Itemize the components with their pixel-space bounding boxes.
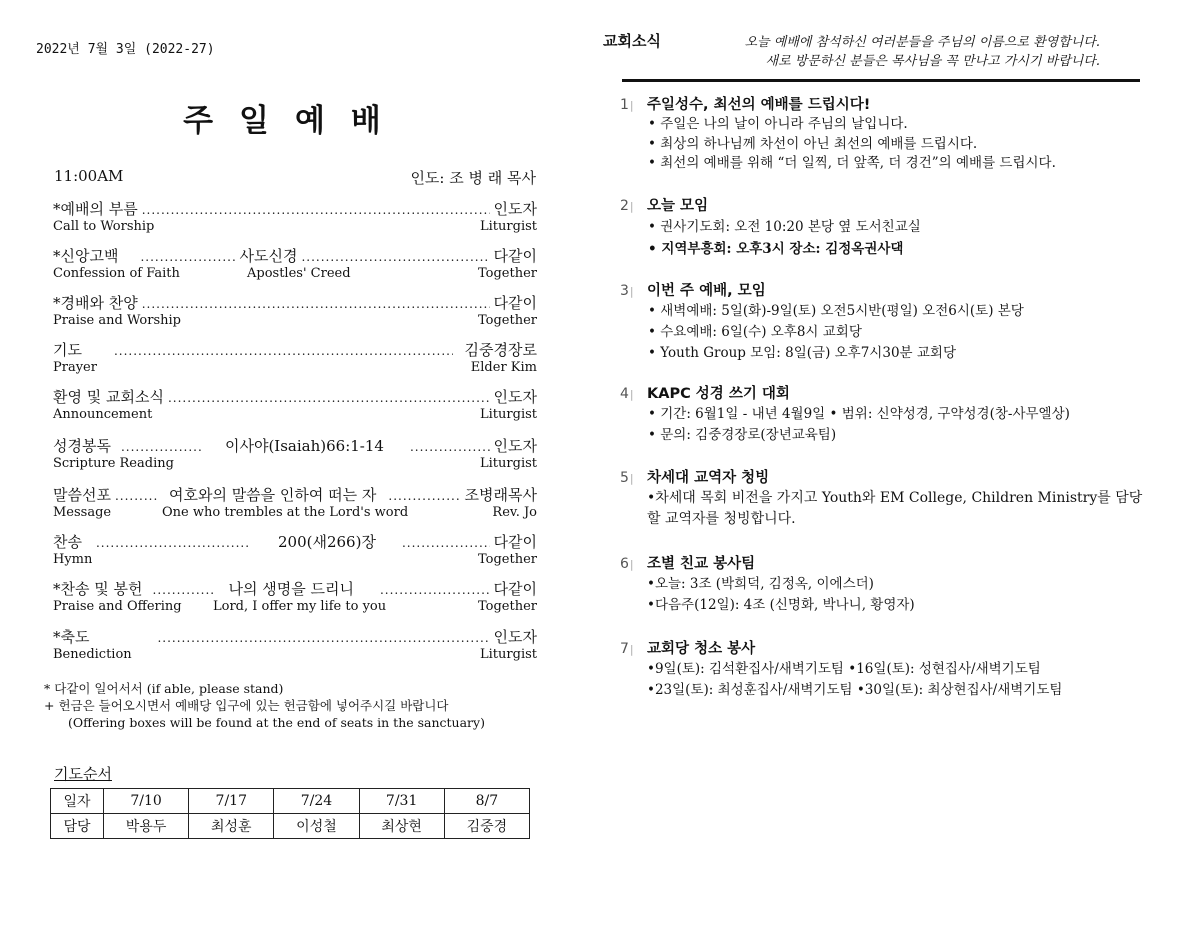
note-line: + 헌금은 들어오시면서 예배당 입구에 있는 헌금함에 넣어주시길 바랍니다 xyxy=(44,698,449,713)
section-title: 차세대 교역자 청빙 xyxy=(647,470,770,486)
item-role: 인도자 xyxy=(493,628,537,646)
item-title-en: Message xyxy=(53,505,112,520)
item-role: 다같이 xyxy=(493,533,537,551)
table-cell: 8/7 xyxy=(444,789,529,814)
service-leader: 인도: 조 병 래 목사 xyxy=(410,169,536,187)
item-detail: 200(새266)장 xyxy=(277,533,376,551)
item-role-en: Together xyxy=(477,552,537,567)
news-section xyxy=(620,196,1145,260)
item-title-ko: *축도 xyxy=(53,628,90,646)
table-cell: 일자 xyxy=(51,789,104,814)
item-title-en: Prayer xyxy=(53,360,97,375)
item-role: 다같이 xyxy=(493,247,537,265)
news-section xyxy=(620,95,1145,174)
section-title: 조별 친교 봉사팀 xyxy=(647,556,756,572)
order-item xyxy=(53,628,537,662)
item-title-en: Praise and Offering xyxy=(53,599,182,614)
section-title: 교회당 청소 봉사 xyxy=(647,641,756,657)
item-role-en: Rev. Jo xyxy=(492,505,537,520)
item-detail-en: Apostles' Creed xyxy=(247,266,351,281)
welcome-line: 새로 방문하신 분들은 목사님을 꼭 만나고 가시기 바랍니다. xyxy=(765,54,1100,69)
item-title-ko: 환영 및 교회소식 xyxy=(53,388,164,406)
list-item: • 권사기도회: 오전 10:20 본당 옆 도서친교실 xyxy=(648,219,921,235)
note-line: (Offering boxes will be found at the end of seats in the sanctuary) xyxy=(68,715,485,730)
item-role: 다같이 xyxy=(493,294,537,312)
list-item: • Youth Group 모임: 8일(금) 오후7시30분 교회당 xyxy=(648,345,956,361)
item-title-ko: 성경봉독 xyxy=(53,437,111,455)
section-number: 7 | xyxy=(620,641,634,657)
note-line: * 다같이 일어서서 (if able, please stand) xyxy=(44,681,284,696)
item-title-ko: 말씀선포 xyxy=(53,486,111,504)
bulletin-date: 2022년 7월 3일 (2022-27) xyxy=(36,42,215,57)
order-item xyxy=(53,388,537,422)
section-paragraph: •차세대 목회 비전을 가지고 Youth와 EM College, Children Ministry를 담당할 교역자를 청빙합니다. xyxy=(647,490,1143,527)
list-item: • 최선의 예배를 위해 “더 일찍, 더 앞쪽, 더 경건”의 예배를 드립시다. xyxy=(648,155,1056,171)
item-role-en: Together xyxy=(477,266,537,281)
section-title: KAPC 성경 쓰기 대회 xyxy=(647,386,790,402)
news-section xyxy=(620,281,1145,364)
table-cell: 김중경 xyxy=(444,814,529,839)
table-row xyxy=(51,789,530,814)
divider xyxy=(622,79,1140,82)
section-number: 2 | xyxy=(620,198,634,214)
list-item: • 최상의 하나님께 차선이 아닌 최선의 예배를 드립시다. xyxy=(648,135,978,152)
list-item: • 새벽예배: 5일(화)-9일(토) 오전5시반(평일) 오전6시(토) 본당 xyxy=(648,303,1024,319)
item-role: 조병래목사 xyxy=(464,486,537,504)
order-item xyxy=(53,247,537,281)
news-heading: 교회소식 xyxy=(603,32,661,50)
item-role-en: Together xyxy=(477,599,537,614)
list-item: •9일(토): 김석환집사/새벽기도팀 •16일(토): 성현집사/새벽기도팀 xyxy=(647,661,1041,677)
item-role: 인도자 xyxy=(493,437,537,455)
item-title-ko: 찬송 xyxy=(53,533,82,551)
table-cell: 7/24 xyxy=(274,789,359,814)
section-number: 1 | xyxy=(620,97,634,113)
section-title: 이번 주 예배, 모임 xyxy=(647,283,766,299)
item-title-en: Hymn xyxy=(53,552,93,567)
list-item: • 수요예배: 6일(수) 오후8시 교회당 xyxy=(648,324,862,340)
item-title-en: Announcement xyxy=(53,407,153,422)
news-section xyxy=(620,468,1145,530)
list-item: • 지역부흥회: 오후3시 장소: 김정옥권사댁 xyxy=(648,241,904,257)
order-item xyxy=(53,486,537,520)
item-role-en: Liturgist xyxy=(480,456,537,471)
order-item xyxy=(53,200,537,234)
item-title-ko: *경배와 찬양 xyxy=(53,294,138,312)
item-detail: 나의 생명을 드리니 xyxy=(228,580,354,598)
item-role: 인도자 xyxy=(493,388,537,406)
item-title-en: Call to Worship xyxy=(53,219,155,234)
table-cell: 7/31 xyxy=(359,789,444,814)
table-cell: 7/17 xyxy=(189,789,274,814)
page-title: 주일예배 xyxy=(183,103,407,139)
section-number: 5 | xyxy=(620,470,634,486)
list-item: • 주일은 나의 날이 아니라 주님의 날입니다. xyxy=(648,116,908,132)
order-item xyxy=(53,533,537,567)
welcome-message xyxy=(695,33,1100,71)
news-section xyxy=(620,639,1145,701)
service-time-row xyxy=(54,167,536,188)
list-item: •오늘: 3조 (박희덕, 김정옥, 이에스더) xyxy=(647,576,874,592)
list-item: • 기간: 6월1일 - 내년 4월9일 • 범위: 신약성경, 구약성경(창-사무엘상) xyxy=(648,406,1070,422)
item-role-en: Together xyxy=(477,313,537,328)
list-item: •다음주(12일): 4조 (신명화, 박나니, 황영자) xyxy=(647,597,915,613)
item-title-en: Praise and Worship xyxy=(53,313,181,328)
table-cell: 박용두 xyxy=(104,814,189,839)
order-item xyxy=(53,341,537,375)
item-title-ko: 기도 xyxy=(53,341,82,359)
item-title-ko: *예배의 부름 xyxy=(53,200,138,218)
order-item xyxy=(53,437,537,471)
notes xyxy=(44,680,485,731)
item-detail: 여호와의 말씀을 인하여 떠는 자 xyxy=(168,486,377,504)
news-section xyxy=(620,384,1145,446)
table-cell: 7/10 xyxy=(104,789,189,814)
item-detail-en: One who trembles at the Lord's word xyxy=(162,505,409,520)
list-item: • 문의: 김중경장로(장년교육팀) xyxy=(648,427,837,443)
table-row xyxy=(51,814,530,839)
prayer-schedule-title: 기도순서 xyxy=(54,765,112,783)
table-cell: 최성훈 xyxy=(189,814,274,839)
service-time: 11:00AM xyxy=(54,167,124,185)
item-role-en: Liturgist xyxy=(480,219,537,234)
section-title: 주일성수, 최선의 예배를 드립시다! xyxy=(647,97,871,113)
table-cell: 담당 xyxy=(51,814,104,839)
section-number: 6 | xyxy=(620,556,634,572)
order-item xyxy=(53,294,537,328)
news-section xyxy=(620,554,1145,616)
section-title: 오늘 모임 xyxy=(647,198,709,214)
table-cell: 이성철 xyxy=(274,814,359,839)
order-item xyxy=(53,580,537,614)
item-role: 인도자 xyxy=(493,200,537,218)
item-detail-en: Lord, I offer my life to you xyxy=(213,599,387,614)
item-title-ko: *찬송 및 봉헌 xyxy=(53,580,143,598)
item-detail: 이사야(Isaiah)66:1-14 xyxy=(224,437,384,455)
item-title-ko: *신앙고백 xyxy=(53,247,119,265)
prayer-schedule-table xyxy=(50,788,530,839)
item-role: 다같이 xyxy=(493,580,537,598)
table-cell: 최상현 xyxy=(359,814,444,839)
welcome-line: 오늘 예배에 참석하신 여러분들을 주님의 이름으로 환영합니다. xyxy=(744,35,1100,50)
section-number: 4 | xyxy=(620,386,634,402)
item-title-en: Confession of Faith xyxy=(53,266,180,281)
item-role: 김중경장로 xyxy=(464,341,537,359)
item-role-en: Elder Kim xyxy=(470,360,537,375)
item-role-en: Liturgist xyxy=(480,647,537,662)
item-role-en: Liturgist xyxy=(480,407,537,422)
item-title-en: Benediction xyxy=(53,647,132,662)
item-detail: 사도신경 xyxy=(239,247,298,265)
list-item: •23일(토): 최성훈집사/새벽기도팀 •30일(토): 최상현집사/새벽기도팀 xyxy=(647,682,1063,698)
item-title-en: Scripture Reading xyxy=(53,456,174,471)
section-number: 3 | xyxy=(620,283,634,299)
